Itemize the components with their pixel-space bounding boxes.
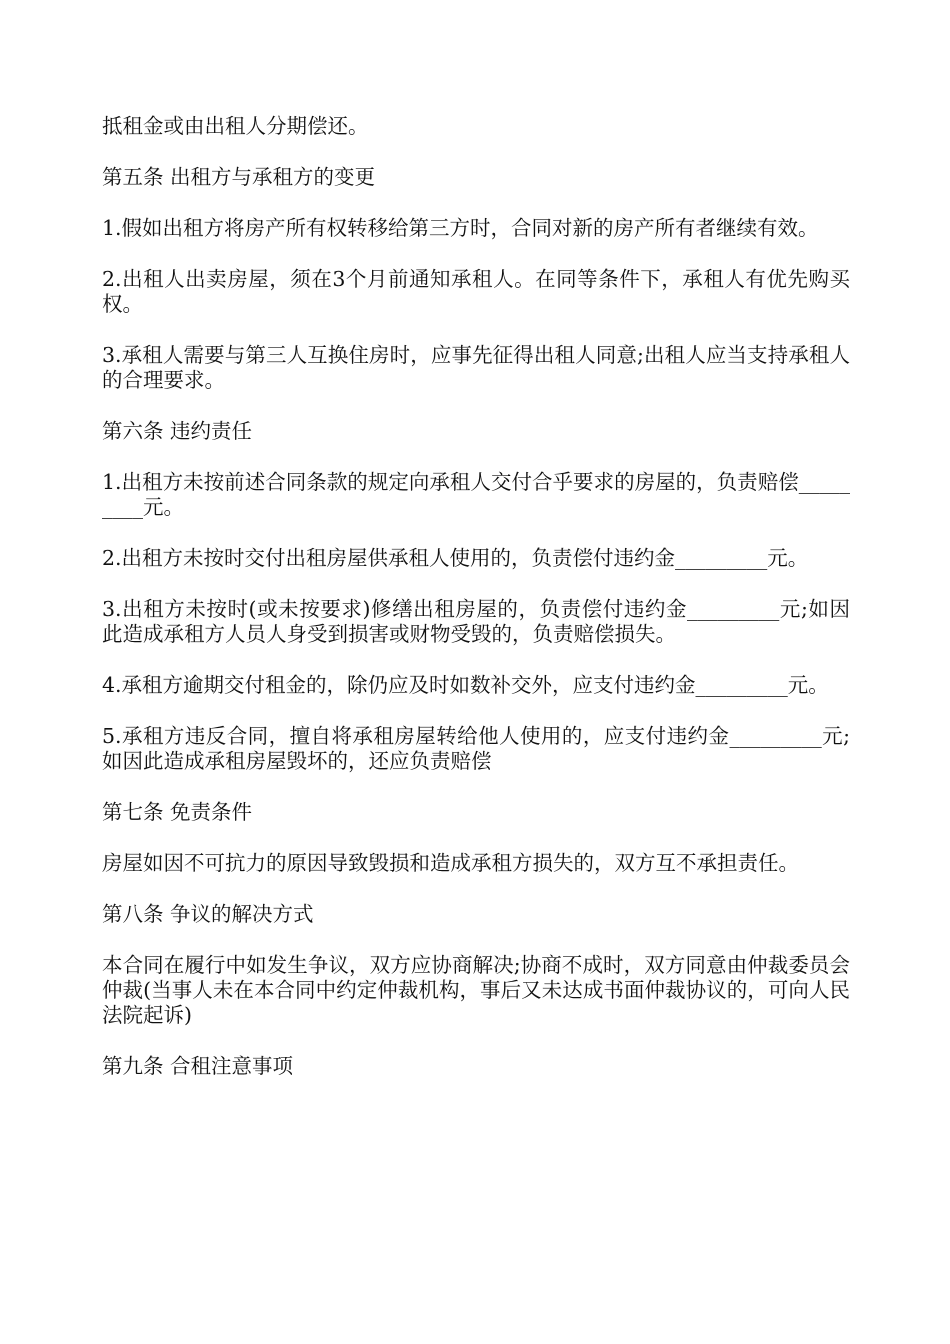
document-page [102, 114, 850, 1105]
paragraph-6-5: 5.承租方违反合同，擅自将承租房屋转给他人使用的，应支付违约金_________元;如因此造成承租房屋毁坏的，还应负责赔偿 [102, 724, 850, 773]
paragraph-8: 本合同在履行中如发生争议，双方应协商解决;协商不成时，双方同意由仲裁委员会仲裁(当事人未在本合同中约定仲裁机构，事后又未达成书面仲裁协议的，可向人民法院起诉) [102, 953, 850, 1027]
paragraph-continuation: 抵租金或由出租人分期偿还。 [102, 114, 369, 138]
heading-article-8: 第八条 争议的解决方式 [102, 902, 314, 926]
heading-article-9: 第九条 合租注意事项 [102, 1054, 294, 1078]
paragraph-5-2: 2.出租人出卖房屋，须在3个月前通知承租人。在同等条件下，承租人有优先购买权。 [102, 267, 850, 316]
paragraph-6-4: 4.承租方逾期交付租金的，除仍应及时如数补交外，应支付违约金_________元。 [102, 673, 829, 697]
paragraph-6-3: 3.出租方未按时(或未按要求)修缮出租房屋的，负责偿付违约金_________元;如因此造成承租方人员人身受到损害或财物受毁的，负责赔偿损失。 [102, 597, 850, 646]
paragraph-7: 房屋如因不可抗力的原因导致毁损和造成承租方损失的，双方互不承担责任。 [102, 851, 799, 875]
heading-article-6: 第六条 违约责任 [102, 419, 253, 443]
paragraph-5-1: 1.假如出租方将房产所有权转移给第三方时，合同对新的房产所有者继续有效。 [102, 216, 819, 240]
heading-article-7: 第七条 免责条件 [102, 800, 253, 824]
paragraph-6-1: 1.出租方未按前述合同条款的规定向承租人交付合乎要求的房屋的，负责赔偿_________元。 [102, 470, 850, 519]
paragraph-5-3: 3.承租人需要与第三人互换住房时，应事先征得出租人同意;出租人应当支持承租人的合理要求。 [102, 343, 850, 392]
paragraph-6-2: 2.出租方未按时交付出租房屋供承租人使用的，负责偿付违约金_________元。 [102, 546, 809, 570]
heading-article-5: 第五条 出租方与承租方的变更 [102, 165, 376, 189]
